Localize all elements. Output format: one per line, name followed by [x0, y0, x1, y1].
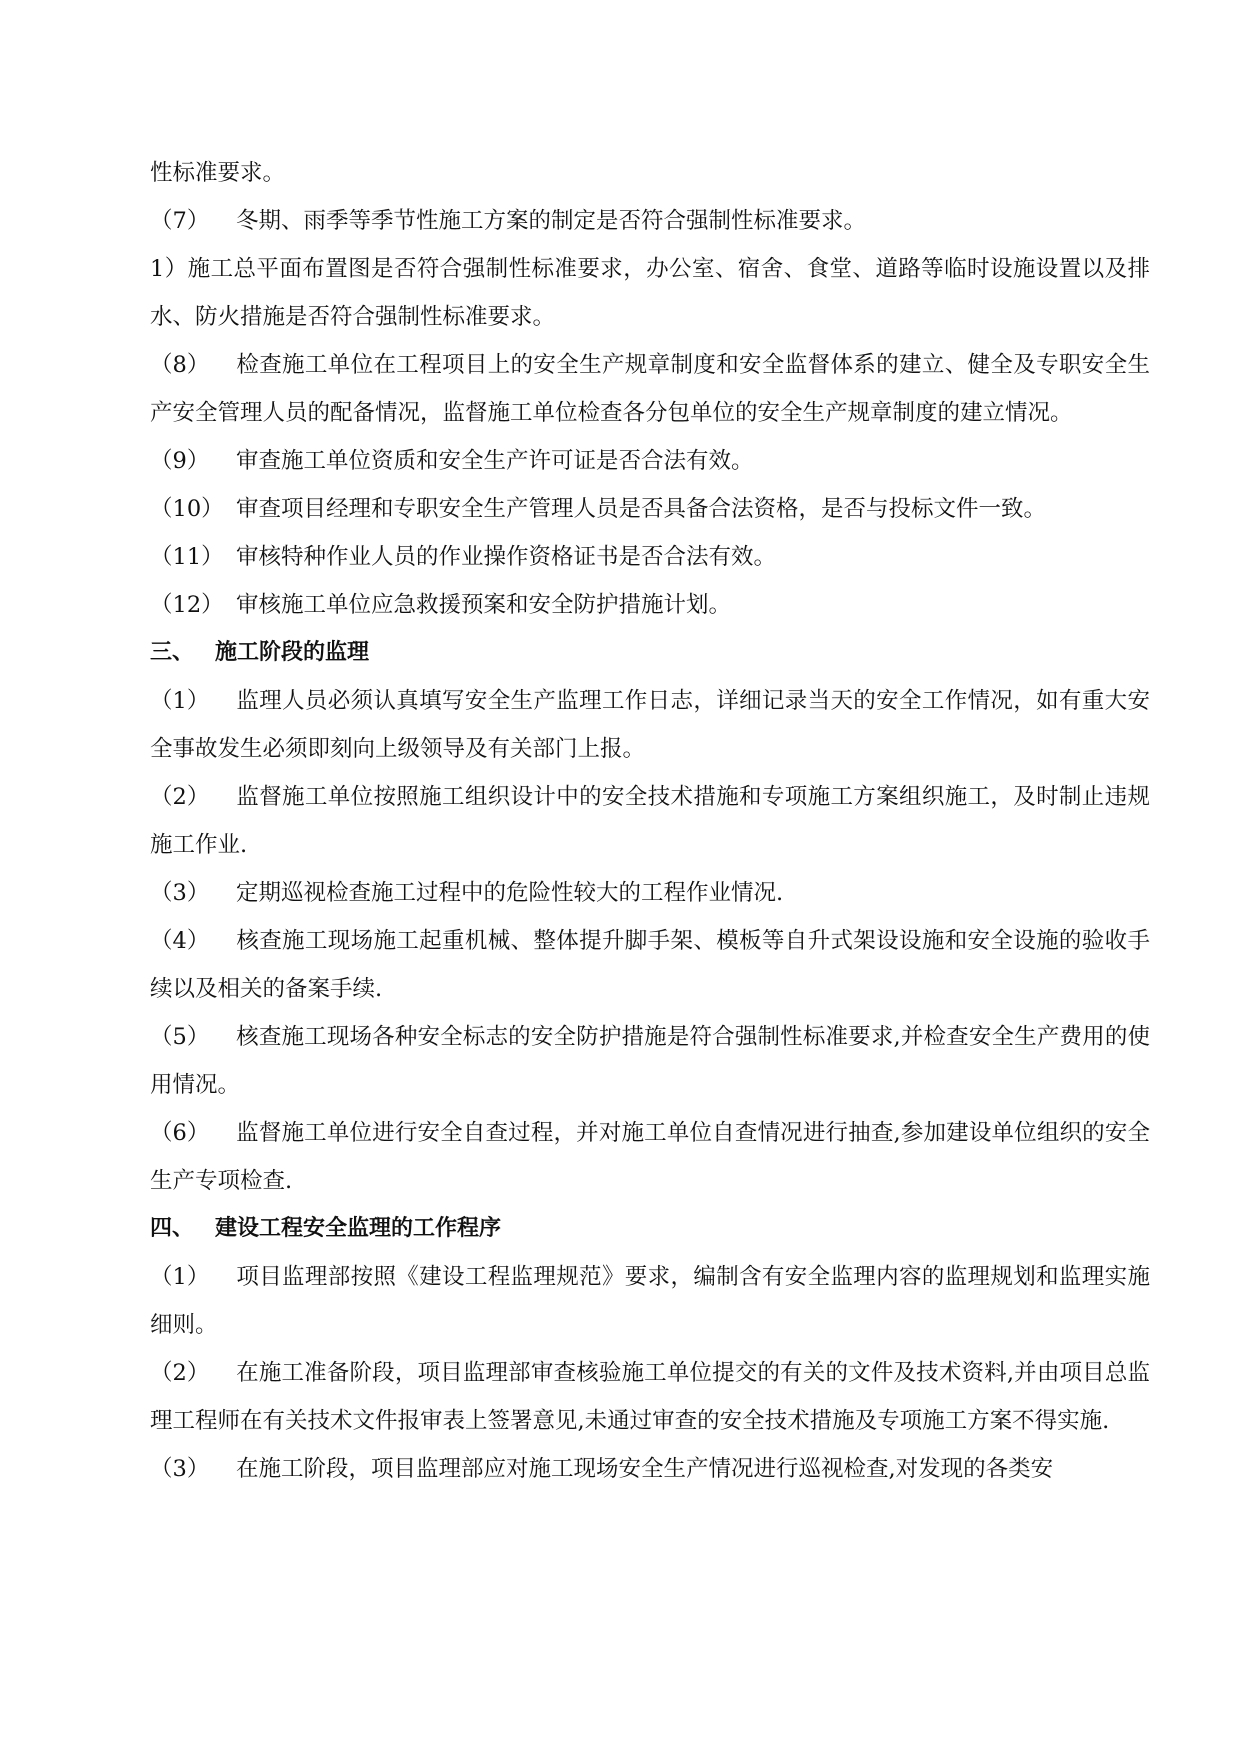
section4-item-1	[150, 1253, 1150, 1349]
item-text: 审核特种作业人员的作业操作资格证书是否合法有效。	[236, 544, 777, 570]
list-item-8	[150, 341, 1150, 437]
section3-item-6	[150, 1109, 1150, 1205]
item-text: 项目监理部按照《建设工程监理规范》要求，编制含有安全监理内容的监理规划和监理实施细则。	[150, 1264, 1150, 1338]
item-text: 检查施工单位在工程项目上的安全生产规章制度和安全监督体系的建立、健全及专职安全生产安全管理人员的配备情况，监督施工单位检查各分包单位的安全生产规章制度的建立情况。	[150, 352, 1150, 426]
paragraph-continuation	[150, 149, 1150, 197]
item-text: 1）施工总平面布置图是否符合强制性标准要求，办公室、宿舍、食堂、道路等临时设施设置以及排水、防火措施是否符合强制性标准要求。	[150, 256, 1150, 330]
item-text: 审查施工单位资质和安全生产许可证是否合法有效。	[236, 448, 754, 474]
item-number: （5）	[150, 1024, 210, 1050]
item-number: （10）	[150, 496, 224, 522]
item-number: （3）	[150, 1456, 210, 1482]
item-text: 监督施工单位按照施工组织设计中的安全技术措施和专项施工方案组织施工，及时制止违规施工作业.	[150, 784, 1150, 858]
section-title: 施工阶段的监理	[215, 640, 370, 665]
item-number: （1）	[150, 1264, 210, 1290]
item-text: 核查施工现场施工起重机械、整体提升脚手架、模板等自升式架设设施和安全设施的验收手续以及相关的备案手续.	[150, 928, 1150, 1002]
item-number: （12）	[150, 592, 224, 618]
item-number: （8）	[150, 352, 210, 378]
item-text: 审查项目经理和专职安全生产管理人员是否具备合法资格，是否与投标文件一致。	[236, 496, 1047, 522]
section-number: 三、	[150, 640, 195, 665]
section3-item-2	[150, 773, 1150, 869]
section-number: 四、	[150, 1216, 195, 1241]
list-item-10	[150, 485, 1150, 533]
section-heading-4	[150, 1205, 1150, 1253]
list-item-12	[150, 581, 1150, 629]
item-number: （7）	[150, 208, 210, 234]
item-text: 审核施工单位应急救援预案和安全防护措施计划。	[236, 592, 732, 618]
item-number: （11）	[150, 544, 224, 570]
item-number: （4）	[150, 928, 210, 954]
paragraph-text: 性标准要求。	[150, 160, 286, 186]
section-title: 建设工程安全监理的工作程序	[215, 1216, 502, 1241]
item-text: 在施工准备阶段，项目监理部审查核验施工单位提交的有关的文件及技术资料,并由项目总监理工程师在有关技术文件报审表上签署意见,未通过审查的安全技术措施及专项施工方案不得实施.	[150, 1360, 1150, 1434]
section3-item-1	[150, 677, 1150, 773]
list-item-11	[150, 533, 1150, 581]
section3-item-4	[150, 917, 1150, 1013]
list-item-7	[150, 197, 1150, 245]
item-text: 监理人员必须认真填写安全生产监理工作日志，详细记录当天的安全工作情况，如有重大安全事故发生必须即刻向上级领导及有关部门上报。	[150, 688, 1150, 762]
section4-item-2	[150, 1349, 1150, 1445]
item-number: （2）	[150, 1360, 210, 1386]
item-number: （1）	[150, 688, 210, 714]
item-text: 核查施工现场各种安全标志的安全防护措施是符合强制性标准要求,并检查安全生产费用的使用情况。	[150, 1024, 1150, 1098]
item-text: 监督施工单位进行安全自查过程，并对施工单位自查情况进行抽查,参加建设单位组织的安全生产专项检查.	[150, 1120, 1150, 1194]
list-item-9	[150, 437, 1150, 485]
item-text: 定期巡视检查施工过程中的危险性较大的工程作业情况.	[236, 880, 784, 906]
document-body	[150, 149, 1150, 1493]
item-text: 在施工阶段，项目监理部应对施工现场安全生产情况进行巡视检查,对发现的各类安	[236, 1456, 1054, 1482]
sub-item-1	[150, 245, 1150, 341]
item-number: （6）	[150, 1120, 210, 1146]
section4-item-3	[150, 1445, 1150, 1493]
section-heading-3	[150, 629, 1150, 677]
section3-item-5	[150, 1013, 1150, 1109]
item-number: （2）	[150, 784, 210, 810]
section3-item-3	[150, 869, 1150, 917]
item-number: （9）	[150, 448, 210, 474]
item-number: （3）	[150, 880, 210, 906]
item-text: 冬期、雨季等季节性施工方案的制定是否符合强制性标准要求。	[236, 208, 867, 234]
